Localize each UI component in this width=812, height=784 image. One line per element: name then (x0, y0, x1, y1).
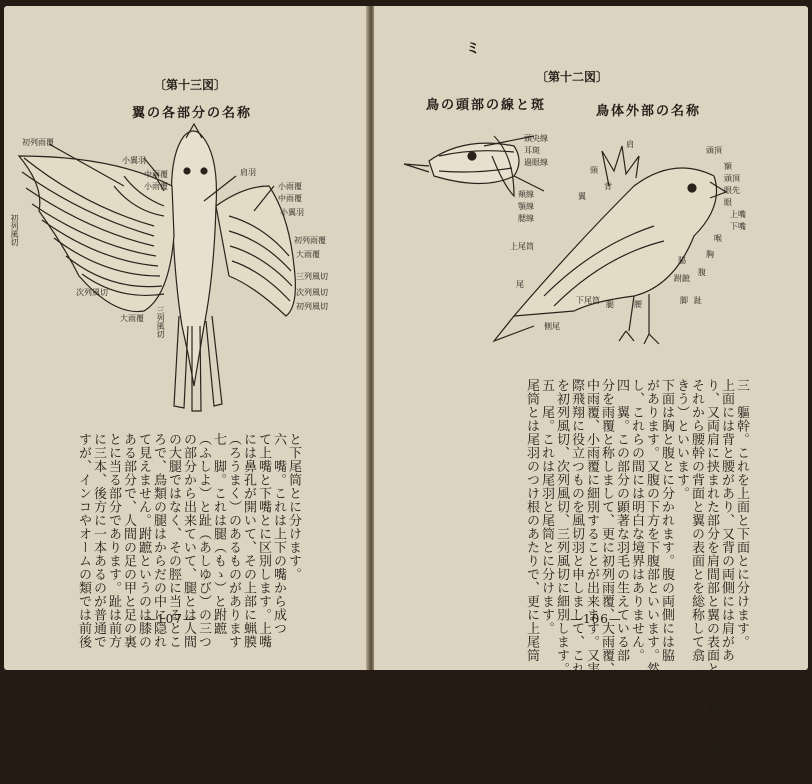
label-upper-tail-coverts: 上尾筒 (510, 242, 534, 251)
bird-illustration (374, 116, 808, 356)
text-line: 際飛翔に役立つものを風切羽と申しまして、これ (569, 378, 584, 676)
text-line: があります。又腹の下方を下腹部といいます。然 (644, 378, 659, 676)
text-line: を初列風切、次列風切、三列風切に細別します。 (554, 378, 569, 676)
label-throat: 喉 (714, 234, 722, 243)
figure-12-number: 〔第十二図〕 (536, 70, 609, 84)
label-cheek-stripe: 頬線 (518, 190, 534, 199)
label-chin-stripe: 腮線 (518, 214, 534, 223)
text-line: て上嘴と下嘴とに区別します。上嘴 (256, 432, 271, 649)
label-toe: 趾 (694, 296, 702, 305)
text-line: 四 翼。この部分の顕著な羽毛の生えている部 (614, 378, 629, 663)
label-scapulars: 肩羽 (240, 168, 256, 177)
right-page (374, 6, 808, 784)
text-line: （ふしよ）と趾（あしゆび）の三つ (196, 432, 211, 649)
text-line: とに当る部分であります。趾は前方 (106, 432, 121, 649)
label-crown: 頭頂 (724, 174, 740, 183)
text-line: きう）といいます。 (674, 378, 689, 501)
figure-13-number: 〔第十三図〕 (154, 78, 227, 92)
text-line: し、これらの間には明白な境界はありません。 (629, 378, 644, 663)
text-line: （ろうまく）のあるものがあります (226, 432, 241, 649)
figure-12-head-title: 鳥の頭部の線と斑 (426, 98, 547, 113)
label-right-tertials: 三列風切 (296, 272, 328, 281)
wing-illustration (4, 116, 368, 416)
text-line: すが、インコやオームの類では前後 (76, 432, 91, 649)
label-thigh: 腿 (606, 300, 614, 309)
label-crown-stripe: 頭央線 (524, 134, 548, 143)
page-number-left: —107— (144, 612, 196, 626)
label-tail: 尾 (516, 280, 524, 289)
label-right-secondaries: 次列風切 (296, 288, 328, 297)
label-alula: 小翼羽 (122, 156, 146, 165)
label-tertials-vertical: 三列風切 (156, 306, 165, 338)
figure-12-body-title: 鳥体外部の名称 (596, 104, 702, 119)
text-line: り、又両肩に挟まれた部分を肩間部と翼の表面とを総称して翕（へ (704, 378, 719, 784)
text-line: に三本、後方に一本あるのが普通で (91, 432, 106, 649)
label-right-primary-coverts: 初列雨覆 (294, 236, 326, 245)
label-ear-patch: 耳斑 (524, 146, 540, 155)
label-eye: 眼 (724, 198, 732, 207)
label-right-lesser-coverts: 小雨覆 (278, 182, 302, 191)
label-right-alula: 小翼羽 (280, 208, 304, 217)
text-line: 分を雨覆と称しまして、更に初列雨覆、大雨覆、 (599, 378, 614, 676)
page-number-right: —106— (570, 612, 622, 626)
text-line: には鼻孔が開いて、その上部に蝋膜 (241, 432, 256, 649)
label-neck: 頸 (590, 166, 598, 175)
label-upper-mandible: 上嘴 (730, 210, 746, 219)
text-line: 三 軀幹。これを上面と下面とに分けます。 (734, 378, 749, 649)
label-back: 背 (604, 182, 612, 191)
text-line: ろで、鳥類の腿はからだの中に隠れ (151, 432, 166, 649)
left-page (4, 6, 368, 670)
label-left-secondaries: 次列風切 (76, 288, 108, 297)
label-shoulder: 肩 (626, 140, 634, 149)
label-left-greater-coverts: 大雨覆 (120, 314, 144, 323)
label-median-coverts: 中雨覆 (144, 170, 168, 179)
text-line: 六 嘴。これは上下の嘴から成つ (271, 432, 286, 636)
label-lesser-coverts: 小雨覆 (144, 182, 168, 191)
label-right-greater-coverts: 大雨覆 (296, 250, 320, 259)
label-hindcrown: 頭頂 (706, 146, 722, 155)
text-line: 七 脚。これは腿（もゝ）と跗蹠 (211, 432, 226, 636)
text-line: の部分から出来ていて、腿とは人間 (181, 432, 196, 649)
text-line: 五 尾。これは尾羽と尾筒とに分けます。 (539, 378, 554, 636)
text-line: 尾筒とは尾羽のつけ根のあたりで、更に上尾筒 (524, 378, 539, 663)
label-outer-tail: 側尾 (544, 322, 560, 331)
label-left-primaries: 初列風切 (10, 214, 19, 246)
label-breast: 胸 (706, 250, 714, 259)
text-line: 下面は胸と腹とに分かれます。腹の両側には脇 (659, 378, 674, 663)
label-belly: 腹 (698, 268, 706, 277)
top-mark: ミ (466, 41, 480, 57)
label-lores: 眼先 (724, 186, 740, 195)
label-primary-coverts: 初列雨覆 (22, 138, 54, 147)
figure-13-title: 翼の各部分の名称 (132, 106, 253, 121)
label-leg: 脚 (680, 296, 688, 305)
label-flank: 脇 (678, 256, 686, 265)
label-right-primaries: 初列風切 (296, 302, 328, 311)
label-under-tail-coverts: 下尾筒 (576, 296, 600, 305)
label-tarsus: 跗蹠 (674, 274, 690, 283)
text-line: 中雨覆、小雨覆に細別することが出来ます。又実 (584, 378, 599, 676)
label-eye-stripe: 過眼線 (524, 158, 548, 167)
text-line: ある部分で、人間の足の甲と足の裏 (121, 432, 136, 649)
text-line: 上面には背と腰があり、又背の両側には肩があ (719, 378, 734, 663)
text-line: それから腰幹の背面と翼の表面とを総称して翕（へ (689, 378, 704, 690)
label-forehead: 額 (724, 162, 732, 171)
text-line: て見えません。跗蹠というのは膝の (136, 432, 151, 649)
label-right-median-coverts: 中雨覆 (278, 194, 302, 203)
body-text-left (61, 414, 316, 649)
label-rump: 腰 (634, 300, 642, 309)
body-text-right (509, 360, 764, 784)
label-jaw-stripe: 顎線 (518, 202, 534, 211)
label-lower-mandible: 下嘴 (730, 222, 746, 231)
text-line: と下尾筒とに分けます。 (286, 432, 301, 582)
text-line: の大腿ではなく、その脛に当るとこ (166, 432, 181, 649)
label-wing: 翼 (578, 192, 586, 201)
